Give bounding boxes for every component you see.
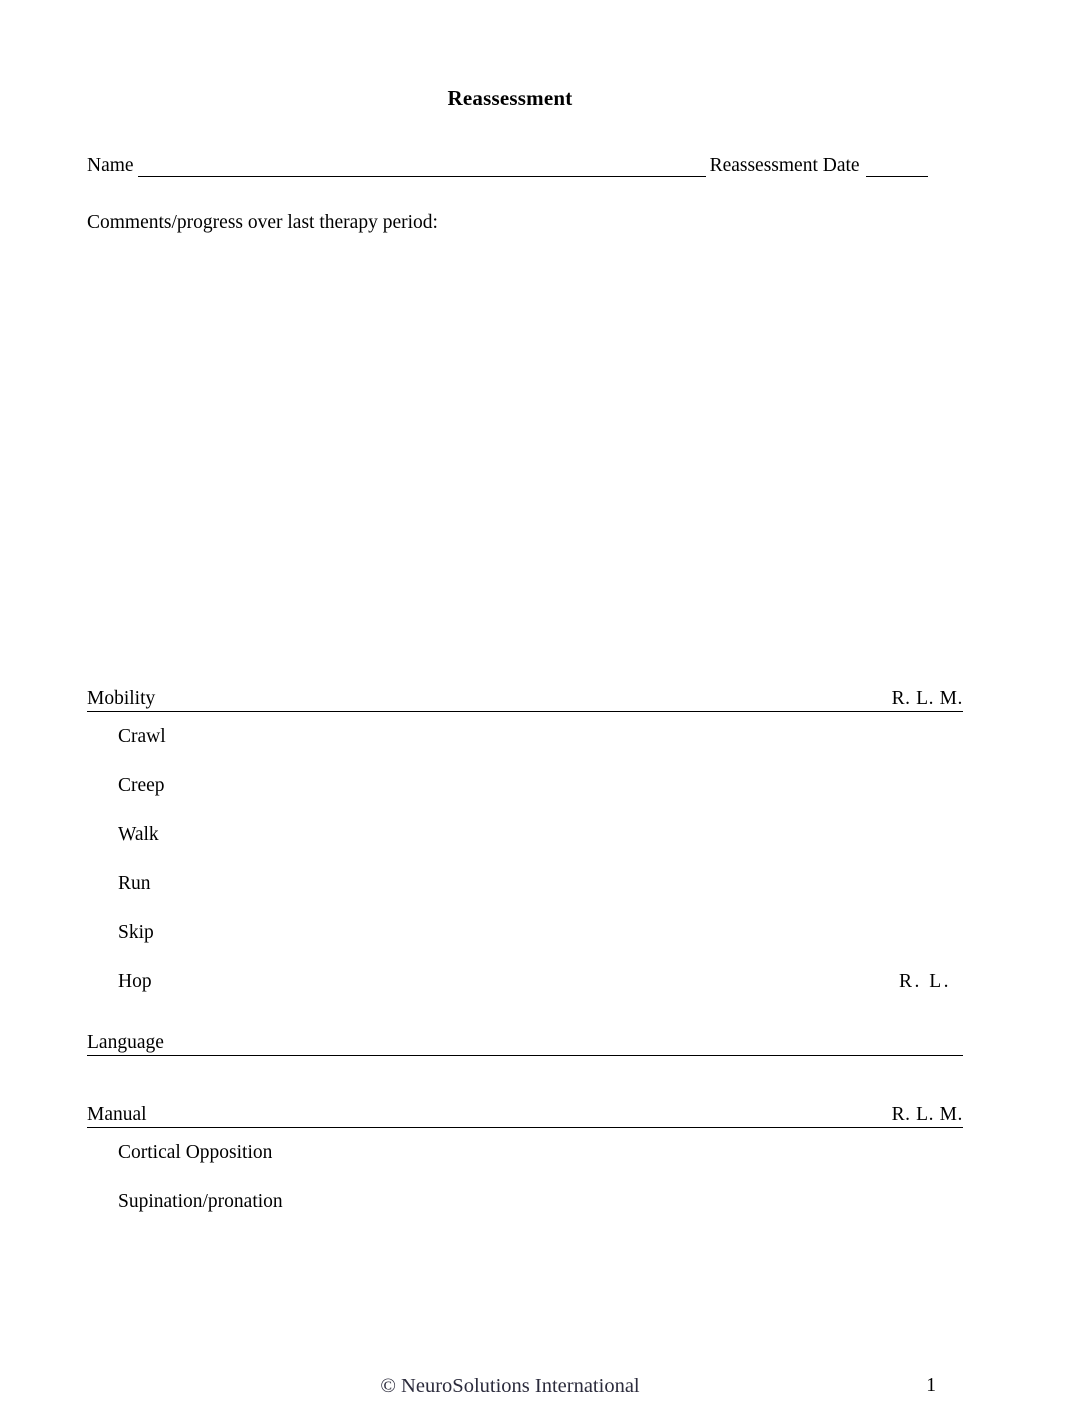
item-label: Supination/pronation: [118, 1191, 283, 1212]
list-item[interactable]: [118, 957, 963, 1006]
list-item[interactable]: [118, 810, 963, 859]
reassessment-date-label: Reassessment Date: [709, 155, 860, 176]
list-item[interactable]: [118, 1128, 963, 1177]
name-label: Name: [87, 155, 134, 176]
mobility-item-list: [87, 712, 963, 1006]
item-label: Skip: [118, 922, 154, 943]
section-title: Language: [87, 1032, 164, 1053]
copyright-notice: © NeuroSolutions International: [380, 1375, 640, 1397]
name-input[interactable]: [138, 159, 706, 177]
section-language: [87, 1032, 963, 1056]
section-mobility: [87, 688, 963, 1006]
page-number: 1: [926, 1375, 936, 1396]
list-item[interactable]: [118, 859, 963, 908]
section-language-header: [87, 1032, 963, 1056]
section-manual-header: [87, 1104, 963, 1128]
list-item[interactable]: [118, 712, 963, 761]
list-item[interactable]: [118, 761, 963, 810]
section-mobility-header: [87, 688, 963, 712]
item-label: Crawl: [118, 726, 166, 747]
section-columns-label: R. L. M.: [891, 1104, 963, 1125]
comments-label: Comments/progress over last therapy period:: [87, 212, 438, 233]
name-date-row: [87, 155, 963, 177]
section-manual: [87, 1104, 963, 1226]
manual-item-list: [87, 1128, 963, 1226]
item-label: Walk: [118, 824, 159, 845]
item-label: Creep: [118, 775, 165, 796]
list-item[interactable]: [118, 1177, 963, 1226]
list-item[interactable]: [118, 908, 963, 957]
section-title: Mobility: [87, 688, 156, 709]
item-label: Cortical Opposition: [118, 1142, 273, 1163]
section-columns-label: R. L. M.: [891, 688, 963, 709]
item-columns-label: R. L.: [898, 971, 951, 992]
reassessment-date-input[interactable]: [866, 159, 928, 177]
item-label: Hop: [118, 971, 152, 992]
item-label: Run: [118, 873, 151, 894]
section-title: Manual: [87, 1104, 147, 1125]
page-title: Reassessment: [447, 86, 573, 110]
